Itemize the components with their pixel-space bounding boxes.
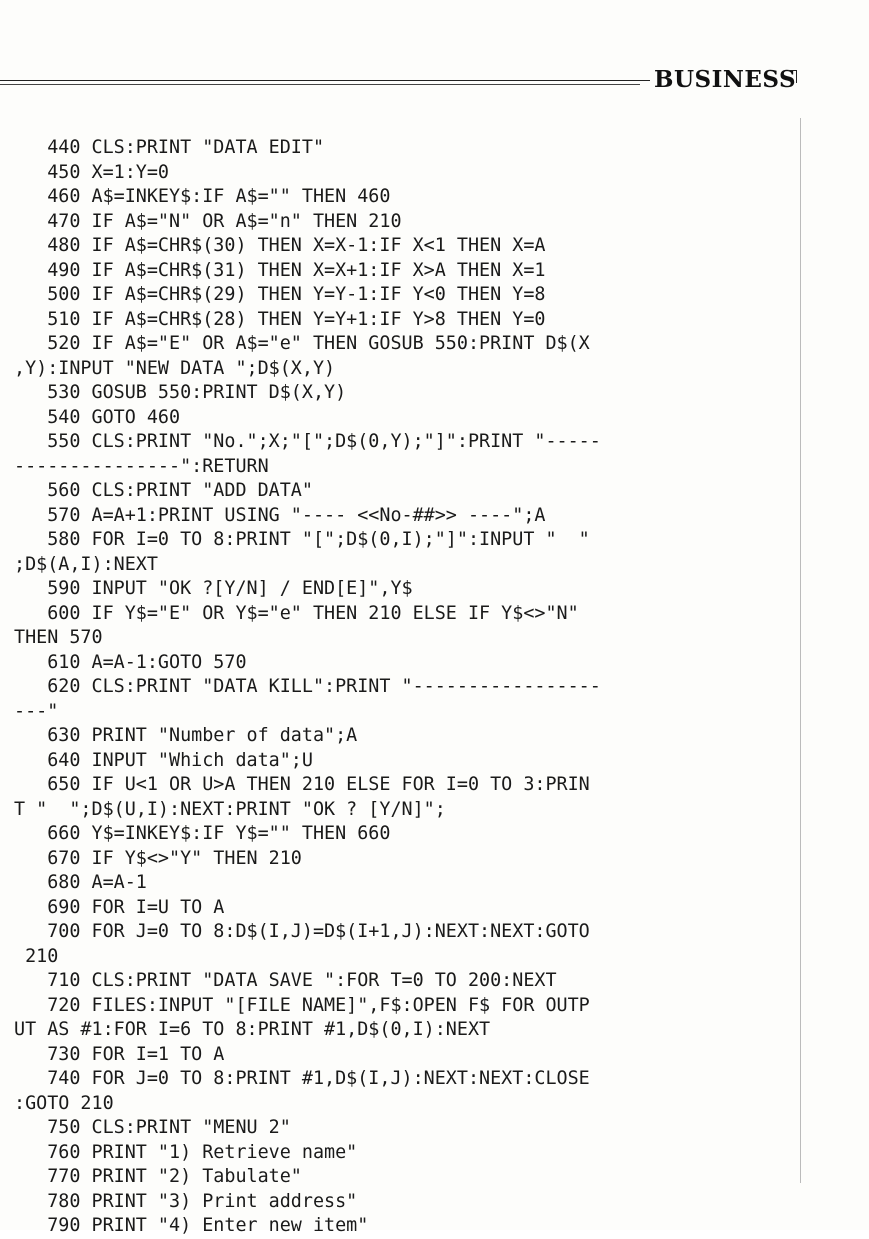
code-line: 620 CLS:PRINT "DATA KILL":PRINT "----------------- [14,676,601,697]
code-line: 530 GOSUB 550:PRINT D$(X,Y) [14,382,347,403]
code-line: ,Y):INPUT "NEW DATA ";D$(X,Y) [14,357,336,379]
code-line: 610 A=A-1:GOTO 570 [14,651,247,673]
code-line: 460 A$=INKEY$:IF A$="" THEN 460 [14,186,391,207]
code-line: 630 PRINT "Number of data";A [14,725,358,746]
code-line: 700 FOR J=0 TO 8:D$(I,J)=D$(I+1,J):NEXT:NEXT:GOTO [14,921,590,942]
margin-line [800,118,801,1183]
code-line: 550 CLS:PRINT "No.";X;"[";D$(0,Y);"]":PRINT "----- [14,431,601,452]
code-line: ---" [14,700,59,722]
code-line: 750 CLS:PRINT "MENU 2" [14,1117,291,1138]
code-line: 540 GOTO 460 [14,406,181,428]
code-line: 770 PRINT "2) Tabulate" [14,1166,302,1187]
code-line: ;D$(A,I):NEXT [14,553,158,575]
code-line: 660 Y$=INKEY$:IF Y$="" THEN 660 [14,823,391,844]
code-line: 680 A=A-1 [14,872,147,893]
code-line: ---------------":RETURN [14,455,269,477]
code-line: 780 PRINT "3) Print address" [14,1190,358,1212]
code-line: 570 A=A+1:PRINT USING "---- <<No-##>> ----";A [14,504,546,526]
code-line: 650 IF U<1 OR U>A THEN 210 ELSE FOR I=0 TO 3:PRIN [14,774,590,795]
code-line: 730 FOR I=1 TO A [14,1043,225,1065]
code-line: 670 IF Y$<>"Y" THEN 210 [14,847,302,869]
code-line: 450 X=1:Y=0 [14,161,170,183]
code-line: 210 [14,945,59,967]
code-line: 480 IF A$=CHR$(30) THEN X=X-1:IF X<1 THEN X=A [14,235,546,256]
code-line: 510 IF A$=CHR$(28) THEN Y=Y+1:IF Y>8 THEN Y=0 [14,308,546,330]
section-heading: BUSINESS [650,66,800,93]
code-line: 490 IF A$=CHR$(31) THEN X=X+1:IF X>A THEN X=1 [14,259,546,281]
code-line: 600 IF Y$="E" OR Y$="e" THEN 210 ELSE IF Y$<>"N" [14,602,579,624]
code-line: 560 CLS:PRINT "ADD DATA" [14,480,313,501]
code-line: 580 FOR I=0 TO 8:PRINT "[";D$(0,I);"]":INPUT " " [14,529,590,550]
code-line: 690 FOR I=U TO A [14,896,225,918]
code-line: 470 IF A$="N" OR A$="n" THEN 210 [14,210,402,232]
code-line: T " ";D$(U,I):NEXT:PRINT "OK ? [Y/N]"; [14,798,446,820]
header-rule-secondary [0,84,640,85]
section-bracket [788,70,797,83]
code-line: 440 CLS:PRINT "DATA EDIT" [14,137,325,158]
code-line: UT AS #1:FOR I=6 TO 8:PRINT #1,D$(0,I):NEXT [14,1019,491,1040]
code-line: 710 CLS:PRINT "DATA SAVE ":FOR T=0 TO 200:NEXT [14,970,557,991]
code-line: :GOTO 210 [14,1092,114,1114]
code-line: 520 IF A$="E" OR A$="e" THEN GOSUB 550:PRINT D$(X [14,333,590,354]
code-line: 790 PRINT "4) Enter new item" [14,1215,369,1236]
code-line: 640 INPUT "Which data";U [14,749,313,771]
basic-program-listing [14,136,794,1239]
code-line: THEN 570 [14,627,103,648]
code-line: 500 IF A$=CHR$(29) THEN Y=Y-1:IF Y<0 THEN Y=8 [14,284,546,305]
code-line: 720 FILES:INPUT "[FILE NAME]",F$:OPEN F$ FOR OUTP [14,994,590,1016]
code-line: 590 INPUT "OK ?[Y/N] / END[E]",Y$ [14,578,413,599]
code-line: 760 PRINT "1) Retrieve name" [14,1141,358,1163]
code-line: 740 FOR J=0 TO 8:PRINT #1,D$(I,J):NEXT:NEXT:CLOSE [14,1068,590,1089]
